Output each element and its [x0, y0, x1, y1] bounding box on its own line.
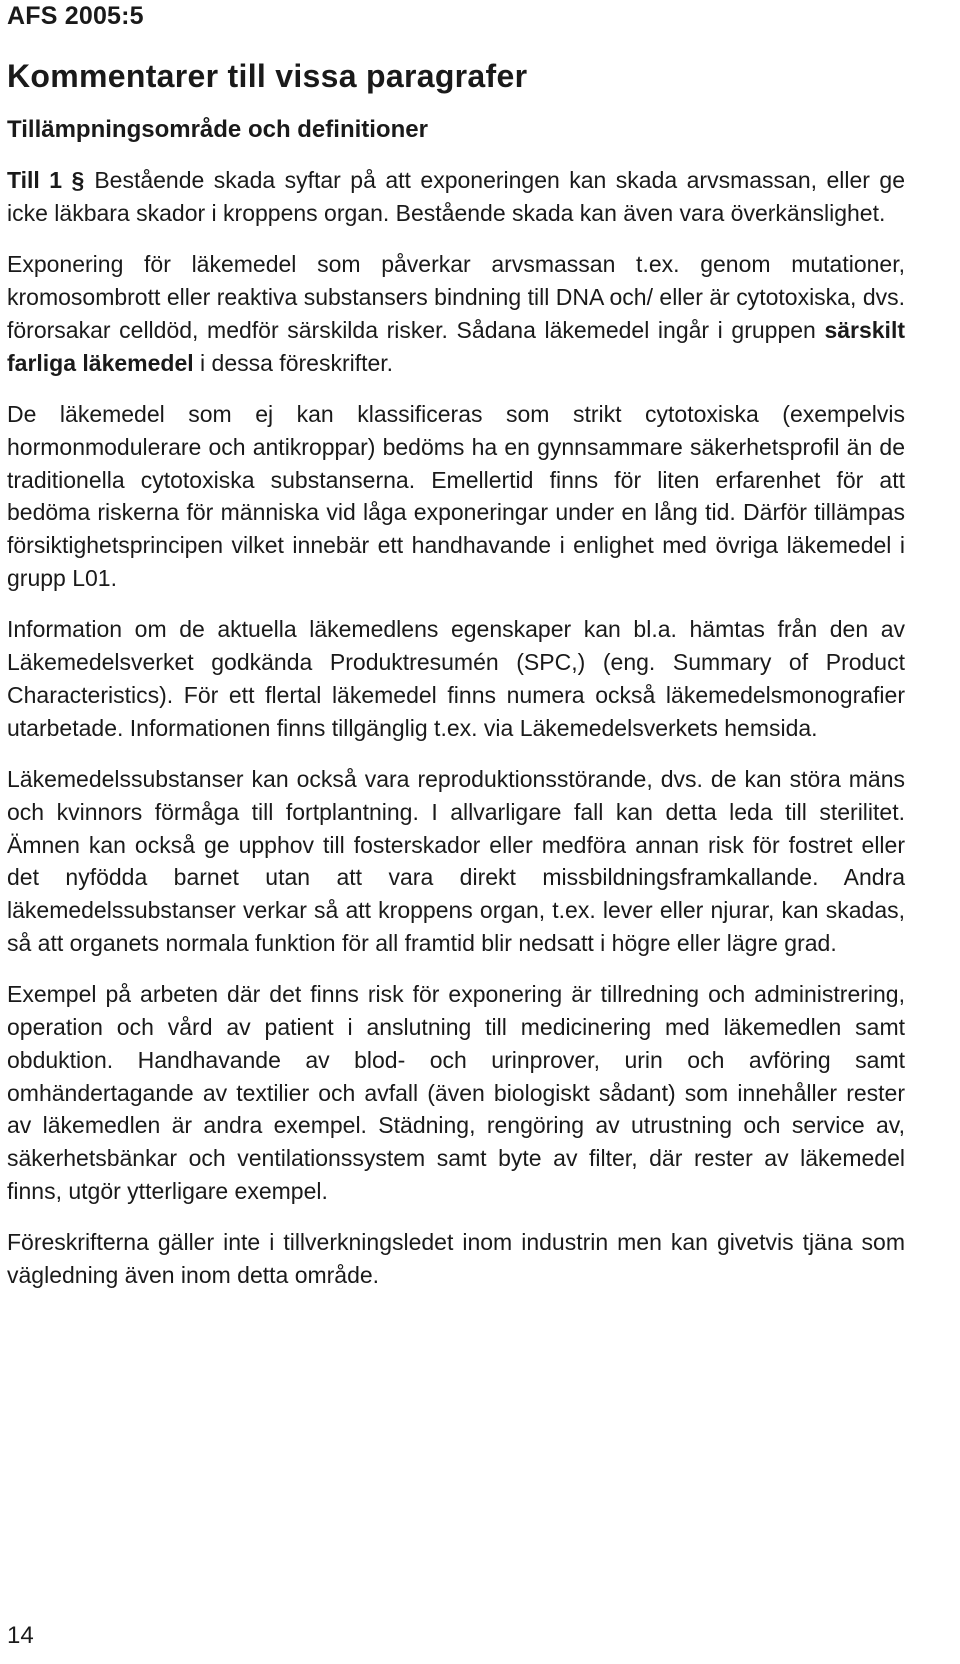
paragraph-exponering [7, 248, 905, 379]
paragraph-foreskrifterna: Föreskrifterna gäller inte i tillverkningsledet inom industrin men kan givetvis tjäna som vägledning även inom detta område. [7, 1229, 905, 1289]
paragraph-lead: Till 1 § [7, 167, 85, 193]
paragraph-reproduktion: Läkemedelssubstanser kan också vara reproduktionsstörande, dvs. de kan störa mäns och kvinnors förmåga till fortplantning. I allvarligare fall kan detta leda till sterilitet. Ämnen kan också ge upphov till fosterskador eller medföra annan risk för fostret eller det nyfödda barnet utan att vara direkt missbildningsframkallande. Andra läkemedelssubstanser verkar så att kroppens organ, t.ex. lever eller njurar, kan skadas, så att organets normala funktion för all framtid blir nedsatt i högre eller lägre grad. [7, 766, 905, 956]
paragraph-till-1 [7, 164, 905, 229]
paragraph-text: Bestående skada syftar på att exponeringen kan skada arvsmassan, eller ge icke läkbara skador i kroppens organ. Bestående skada kan även vara överkänslighet. [7, 167, 905, 226]
page-title: Kommentarer till vissa paragrafer [7, 58, 528, 94]
paragraph-klassificering: De läkemedel som ej kan klassificeras som strikt cytotoxiska (exempelvis hormonmodulerare och antikroppar) bedöms ha en gynnsammare säkerhetsprofil än de traditionella cytotoxiska substanserna. Emellertid finns för liten erfarenhet för att bedöma riskerna för människa vid låga exponeringar under en lång tid. Därför tillämpas försiktighetsprincipen vilket innebär ett handhavande i enlighet med övriga läkemedel i grupp L01. [7, 401, 905, 591]
paragraph-information: Information om de aktuella läkemedlens egenskaper kan bl.a. hämtas från den av Läkemedelsverket godkända Produktresumén (SPC,) (eng. Summary of Product Characteristics). För ett flertal läkemedel finns numera också läkemedelsmonografier utarbetade. Informationen finns tillgänglig t.ex. via Läkemedelsverkets hemsida. [7, 616, 905, 741]
section-subtitle: Tillämpningsområde och definitioner [7, 116, 428, 143]
page-number: 14 [7, 1622, 34, 1649]
body-text [7, 164, 905, 1311]
document-id-header: AFS 2005:5 [7, 2, 144, 30]
paragraph-text-after: i dessa föreskrifter. [193, 349, 394, 376]
paragraph-exempel: Exempel på arbeten där det finns risk för exponering är tillredning och administrering, operation och vård av patient i anslutning till medicinering med läkemedlen samt obduktion. Handhavande av blod- och urinprover, urin och avföring samt omhändertagande av textilier och avfall (även biologiskt sådant) som innehåller rester av läkemedlen är andra exempel. Städning, rengöring av utrustning och service av, säkerhetsbänkar och ventilationssystem samt byte av filter, där rester av läkemedel finns, utgör ytterligare exempel. [7, 981, 905, 1204]
paragraph-text-before: Exponering för läkemedel som påverkar arvsmassan t.ex. genom mutationer, kromosombrott eller reaktiva substansers bindning till DNA och/ eller är cytotoxiska, dvs. förorsakar celldöd, medför särskilda risker. Sådana läkemedel ingår i gruppen [7, 251, 905, 343]
paragraph-bold-term: särskilt farliga läkemedel [7, 316, 905, 376]
